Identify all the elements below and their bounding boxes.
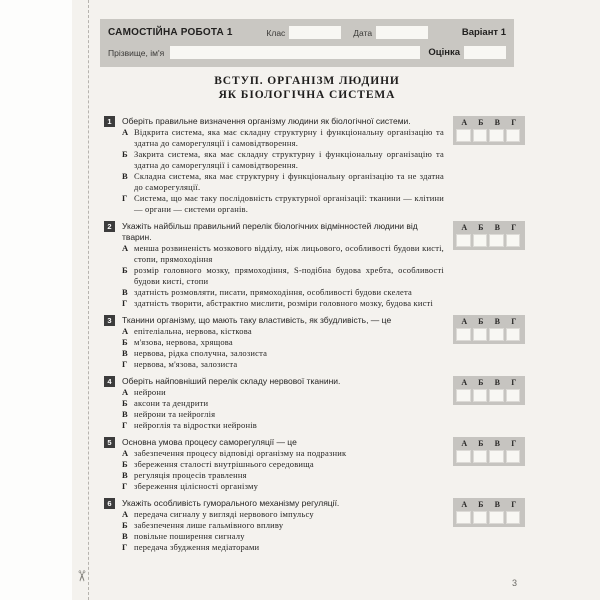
option-letter: В (122, 287, 128, 297)
option-letter: Г (122, 542, 128, 552)
answer-letter: Г (511, 439, 517, 448)
answer-grid (453, 315, 525, 344)
variant-label: Варіант 1 (461, 27, 507, 38)
option-row (122, 520, 444, 531)
option-row (122, 420, 444, 431)
option-letter: Г (122, 298, 128, 308)
option-row (122, 326, 444, 337)
option-letter: В (122, 470, 128, 480)
option-row (122, 448, 444, 459)
answer-letter: А (461, 317, 468, 326)
answer-letter: Б (478, 317, 484, 326)
answer-checkbox[interactable] (489, 389, 504, 402)
option-text: нервова, м'язова, залозиста (134, 359, 238, 369)
option-row (122, 127, 444, 149)
answer-checkbox[interactable] (473, 511, 488, 524)
section-title-line1: ВСТУП. ОРГАНІЗМ ЛЮДИНИ (214, 75, 400, 87)
answer-letter: В (494, 378, 500, 387)
answer-letter: Б (478, 439, 484, 448)
section-title (100, 74, 514, 102)
question-body (104, 376, 444, 431)
class-input[interactable] (289, 26, 341, 39)
option-row (122, 509, 444, 520)
answer-checkbox[interactable] (489, 328, 504, 341)
option-text: збереження цілісності організму (134, 481, 259, 491)
option-list (122, 509, 444, 553)
option-letter: Г (122, 420, 128, 430)
answer-checkbox[interactable] (489, 450, 504, 463)
question-stem: Тканини організму, що мають таку властивість, як збудливість, — це (122, 315, 392, 325)
answer-boxes-row (456, 328, 522, 341)
answer-checkbox[interactable] (473, 389, 488, 402)
question-stem: Оберіть правильне визначення організму людини як біологічної системи. (122, 116, 411, 126)
answer-boxes-row (456, 511, 522, 524)
answer-letter: Б (478, 500, 484, 509)
answer-letter: А (461, 223, 468, 232)
option-letter: Б (122, 459, 128, 469)
option-text: м'язова, нервова, хрящова (134, 337, 233, 347)
answer-letter: Г (511, 378, 517, 387)
option-row (122, 481, 444, 492)
answer-letter: В (494, 118, 500, 127)
answer-boxes-row (456, 234, 522, 247)
option-row (122, 348, 444, 359)
answer-checkbox[interactable] (473, 328, 488, 341)
question-block (104, 221, 525, 309)
question-stem: Укажіть найбільш правильний перелік біологічних відмінностей людини від тварин. (122, 221, 418, 242)
grade-label: Оцінка (428, 47, 460, 58)
answer-checkbox[interactable] (506, 234, 521, 247)
answer-letter: А (461, 378, 468, 387)
option-text: здатність творити, абстрактно мислити, розміри головного мозку, будова кисті (134, 298, 434, 308)
option-row (122, 409, 444, 420)
name-label: Прізвище, ім'я (108, 47, 165, 58)
option-text: збереження сталості внутрішнього середовища (134, 459, 314, 469)
question-body (104, 221, 444, 309)
option-text: Відкрита система, яка має складну структурну і функціональну організацію та здатна до саморегуляції і самовідтворення. (134, 127, 444, 148)
answer-grid (453, 437, 525, 466)
answer-letters-row (456, 377, 522, 389)
answer-boxes-row (456, 129, 522, 142)
answer-checkbox[interactable] (506, 450, 521, 463)
option-row (122, 359, 444, 370)
option-text: передача сигналу у вигляді нервового імпульсу (134, 509, 314, 519)
question-head (104, 221, 444, 243)
option-letter: А (122, 448, 129, 458)
question-block (104, 437, 525, 492)
question-list (104, 116, 525, 559)
option-row (122, 470, 444, 481)
option-text: менша розвиненість мозкового відділу, ніж лицьового, особливості будови кисті, стопи, прямоходіння (134, 243, 444, 264)
section-title-line2: ЯК БІОЛОГІЧНА СИСТЕМА (218, 89, 396, 101)
option-text: Складна система, яка має структурну і функціональну організацію та не здатна до саморегуляції. (134, 171, 444, 192)
option-letter: Б (122, 265, 128, 275)
option-letter: Г (122, 359, 128, 369)
option-letter: Б (122, 398, 128, 408)
question-head (104, 437, 444, 448)
question-stem: Укажіть особливість гуморального механізму регуляції. (122, 498, 340, 508)
option-row (122, 149, 444, 171)
option-letter: В (122, 171, 128, 181)
option-letter: Г (122, 481, 128, 491)
question-block (104, 376, 525, 431)
answer-boxes-row (456, 389, 522, 402)
answer-checkbox[interactable] (473, 129, 488, 142)
question-head (104, 498, 444, 509)
option-letter: А (122, 509, 129, 519)
option-letter: Б (122, 149, 128, 159)
answer-letter: Б (478, 223, 484, 232)
answer-letters-row (456, 499, 522, 511)
option-list (122, 127, 444, 215)
option-row (122, 243, 444, 265)
question-number-badge: 5 (104, 437, 115, 448)
answer-letter: А (461, 500, 468, 509)
option-letter: А (122, 127, 129, 137)
option-text: нейрони (134, 387, 166, 397)
option-text: здатність розмовляти, писати, прямоходіння, особливості будови скелета (134, 287, 412, 297)
answer-checkbox[interactable] (456, 511, 471, 524)
option-text: нейрони та нейроглія (134, 409, 216, 419)
option-text: передача збудження медіаторами (134, 542, 260, 552)
answer-checkbox[interactable] (456, 328, 471, 341)
option-letter: Б (122, 337, 128, 347)
question-block (104, 498, 525, 553)
answer-letter: Г (511, 317, 517, 326)
question-body (104, 315, 444, 370)
option-row (122, 387, 444, 398)
answer-letter: В (494, 317, 500, 326)
answer-letter: А (461, 118, 468, 127)
question-head (104, 315, 444, 326)
cut-line (88, 0, 89, 600)
option-text: забезпечення лише гальмівного впливу (134, 520, 284, 530)
question-head (104, 116, 444, 127)
header-row-top (108, 24, 506, 41)
option-row (122, 337, 444, 348)
option-letter: Г (122, 193, 128, 203)
option-letter: А (122, 326, 129, 336)
answer-letter: В (494, 223, 500, 232)
option-row (122, 459, 444, 470)
answer-checkbox[interactable] (506, 129, 521, 142)
answer-grid (453, 116, 525, 145)
answer-checkbox[interactable] (456, 450, 471, 463)
answer-checkbox[interactable] (506, 389, 521, 402)
worksheet-title: САМОСТІЙНА РОБОТА 1 (108, 27, 233, 38)
option-text: повільне поширення сигналу (134, 531, 245, 541)
answer-letters-row (456, 316, 522, 328)
option-row (122, 398, 444, 409)
page-number: 3 (512, 578, 518, 588)
answer-letter: В (494, 439, 500, 448)
answer-letter: Г (511, 223, 517, 232)
option-letter: В (122, 348, 128, 358)
question-head (104, 376, 444, 387)
answer-checkbox[interactable] (489, 129, 504, 142)
question-number-badge: 6 (104, 498, 115, 509)
answer-checkbox[interactable] (506, 328, 521, 341)
answer-checkbox[interactable] (506, 511, 521, 524)
option-letter: А (122, 387, 129, 397)
scissors-icon: ✂ (72, 569, 90, 583)
question-stem: Основна умова процесу саморегуляції — це (122, 437, 297, 447)
option-text: забезпечення процесу відповіді організму на подразник (134, 448, 347, 458)
answer-letters-row (456, 222, 522, 234)
answer-checkbox[interactable] (489, 511, 504, 524)
answer-checkbox[interactable] (473, 234, 488, 247)
answer-checkbox[interactable] (456, 234, 471, 247)
option-text: регуляція процесів травлення (134, 470, 247, 480)
option-letter: А (122, 243, 129, 253)
answer-letters-row (456, 438, 522, 450)
question-number-badge: 3 (104, 315, 115, 326)
option-row (122, 531, 444, 542)
option-list (122, 387, 444, 431)
answer-letter: Г (511, 500, 517, 509)
grade-input[interactable] (464, 46, 506, 59)
question-block (104, 116, 525, 215)
option-list (122, 243, 444, 309)
question-number-badge: 4 (104, 376, 115, 387)
question-stem: Оберіть найповніший перелік складу нервової тканини. (122, 376, 341, 386)
answer-letters-row (456, 117, 522, 129)
option-list (122, 448, 444, 492)
answer-grid (453, 376, 525, 405)
option-letter: В (122, 409, 128, 419)
option-row (122, 287, 444, 298)
answer-grid (453, 498, 525, 527)
answer-letter: Г (511, 118, 517, 127)
option-row (122, 265, 444, 287)
header-bar (100, 19, 514, 67)
option-row (122, 171, 444, 193)
option-row (122, 193, 444, 215)
header-row-bottom (108, 44, 506, 61)
class-label: Клас (266, 27, 286, 38)
question-body (104, 498, 444, 553)
answer-letter: Б (478, 378, 484, 387)
option-text: нейроглія та відростки нейронів (134, 420, 257, 430)
question-number-badge: 1 (104, 116, 115, 127)
option-text: епітеліальна, нервова, кісткова (134, 326, 252, 336)
option-text: розмір головного мозку, прямоходіння, S-подібна будова хребта, особливості будови кисті, стопи (134, 265, 444, 286)
option-letter: В (122, 531, 128, 541)
option-row (122, 542, 444, 553)
option-text: Система, що має таку послідовність структурної організації: тканини — клітини — органи — системи органів. (134, 193, 444, 214)
option-row (122, 298, 444, 309)
answer-letter: А (461, 439, 468, 448)
answer-letter: Б (478, 118, 484, 127)
answer-checkbox[interactable] (456, 129, 471, 142)
option-letter: Б (122, 520, 128, 530)
name-input[interactable] (170, 46, 420, 59)
option-text: Закрита система, яка має складну структурну і функціональну організацію та здатна до саморегуляції і самовідтворення. (134, 149, 444, 170)
date-label: Дата (353, 27, 373, 38)
option-text: нервова, рідка сполучна, залозиста (134, 348, 268, 358)
question-body (104, 437, 444, 492)
question-body (104, 116, 444, 215)
answer-checkbox[interactable] (456, 389, 471, 402)
answer-boxes-row (456, 450, 522, 463)
option-list (122, 326, 444, 370)
answer-checkbox[interactable] (489, 234, 504, 247)
date-input[interactable] (376, 26, 428, 39)
question-number-badge: 2 (104, 221, 115, 232)
question-block (104, 315, 525, 370)
answer-checkbox[interactable] (473, 450, 488, 463)
answer-letter: В (494, 500, 500, 509)
option-text: аксони та дендрити (134, 398, 209, 408)
answer-grid (453, 221, 525, 250)
